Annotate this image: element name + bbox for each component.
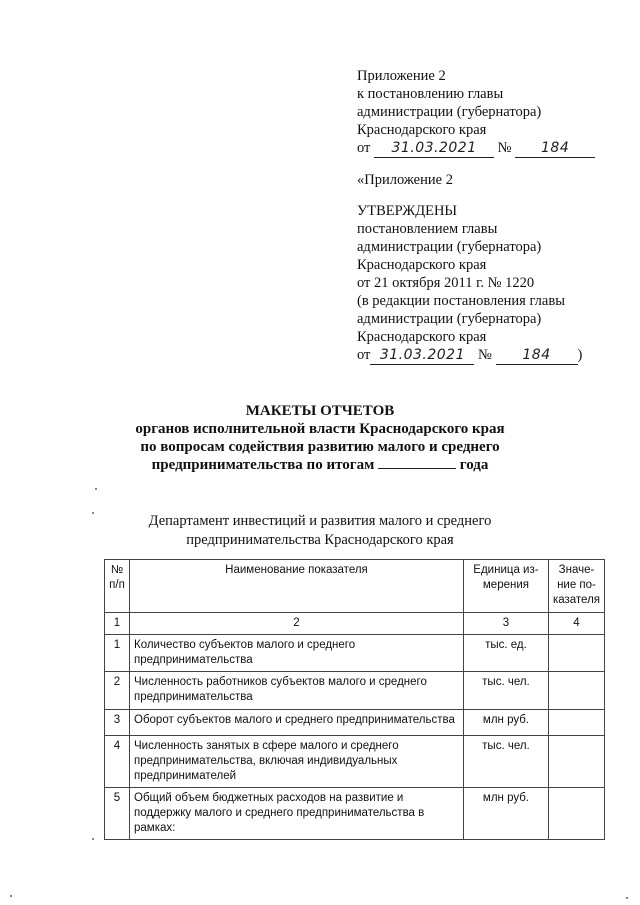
table-header-row <box>105 560 605 613</box>
title-line-start: предпринимательства по итогам <box>151 457 375 473</box>
approved-line: от 21 октября 2011 г. № 1220 <box>357 275 535 291</box>
approved-line: (в редакции постановления главы <box>357 293 565 309</box>
index-cell: 3 <box>463 613 548 635</box>
row-unit: тыс. чел. <box>463 672 548 710</box>
appendix-block <box>357 67 595 158</box>
row-unit: тыс. чел. <box>463 736 548 788</box>
row-value <box>548 635 604 672</box>
row-number: 3 <box>105 710 130 736</box>
row-indicator: Оборот субъектов малого и среднего предпринимательства <box>130 710 464 736</box>
approved-line: администрации (губернатора) <box>357 311 542 327</box>
number-label: № <box>497 140 512 156</box>
index-cell: 4 <box>548 613 604 635</box>
row-unit: млн руб. <box>463 710 548 736</box>
approved-block <box>357 171 582 365</box>
row-value <box>548 710 604 736</box>
row-value <box>548 788 604 840</box>
approved-line: Краснодарского края <box>357 329 487 345</box>
row-number: 2 <box>105 672 130 710</box>
handwritten-date: 31.03.2021 <box>370 346 474 365</box>
title-line-end: года <box>459 457 489 473</box>
scan-speck <box>92 838 94 840</box>
handwritten-date: 31.03.2021 <box>374 139 494 158</box>
title-line <box>0 456 640 474</box>
approved-line: постановлением главы <box>357 221 498 237</box>
index-cell: 1 <box>105 613 130 635</box>
table-row <box>105 672 605 710</box>
row-value <box>548 672 604 710</box>
scan-speck <box>626 897 628 899</box>
scan-speck <box>95 488 97 490</box>
row-indicator: Численность работников субъектов малого и среднего предпринимательства <box>130 672 464 710</box>
approved-line: Краснодарского края <box>357 257 487 273</box>
approved-appendix: «Приложение 2 <box>357 172 453 188</box>
row-value <box>548 736 604 788</box>
row-unit: млн руб. <box>463 788 548 840</box>
title-line: МАКЕТЫ ОТЧЕТОВ <box>245 403 395 419</box>
title-line: органов исполнительной власти Краснодарского края <box>135 421 505 437</box>
scan-speck <box>92 512 94 514</box>
document-title <box>0 402 640 474</box>
row-indicator: Численность занятых в сфере малого и среднего предпринимательства, включая индивидуальных предпринимателей <box>130 736 464 788</box>
indicators-table <box>104 559 605 840</box>
table-row <box>105 710 605 736</box>
table-row <box>105 788 605 840</box>
row-number: 5 <box>105 788 130 840</box>
header-value: Значе-ние по-казателя <box>548 560 604 613</box>
appendix-line: администрации (губернатора) <box>357 104 542 120</box>
appendix-line: Краснодарского края <box>357 122 487 138</box>
department-name <box>0 512 640 550</box>
row-indicator: Общий объем бюджетных расходов на развитие и поддержку малого и среднего предпринимательства в рамках: <box>130 788 464 840</box>
close-paren: ) <box>577 347 583 363</box>
table-row <box>105 635 605 672</box>
from-label: от <box>357 140 371 156</box>
table-index-row <box>105 613 605 635</box>
row-number: 1 <box>105 635 130 672</box>
appendix-title: Приложение 2 <box>357 68 446 84</box>
handwritten-number: 184 <box>515 139 595 158</box>
header-unit: Единица из-мерения <box>463 560 548 613</box>
approved-heading: УТВЕРЖДЕНЫ <box>357 203 458 219</box>
row-unit: тыс. ед. <box>463 635 548 672</box>
department-line: Департамент инвестиций и развития малого и среднего <box>148 513 492 529</box>
number-label: № <box>478 347 492 363</box>
table-row <box>105 736 605 788</box>
title-line: по вопросам содействия развитию малого и среднего <box>140 439 500 455</box>
approved-date-line <box>357 346 582 365</box>
from-label: от <box>357 347 371 363</box>
appendix-date-line <box>357 139 595 158</box>
approved-line: администрации (губернатора) <box>357 239 542 255</box>
year-blank <box>378 468 456 469</box>
scan-speck <box>10 895 12 897</box>
header-indicator-name: Наименование показателя <box>130 560 464 613</box>
header-number: № п/п <box>105 560 130 613</box>
department-line: предпринимательства Краснодарского края <box>186 532 454 548</box>
row-number: 4 <box>105 736 130 788</box>
appendix-line: к постановлению главы <box>357 86 504 102</box>
index-cell: 2 <box>130 613 464 635</box>
row-indicator: Количество субъектов малого и среднего предпринимательства <box>130 635 464 672</box>
handwritten-number: 184 <box>496 346 578 365</box>
